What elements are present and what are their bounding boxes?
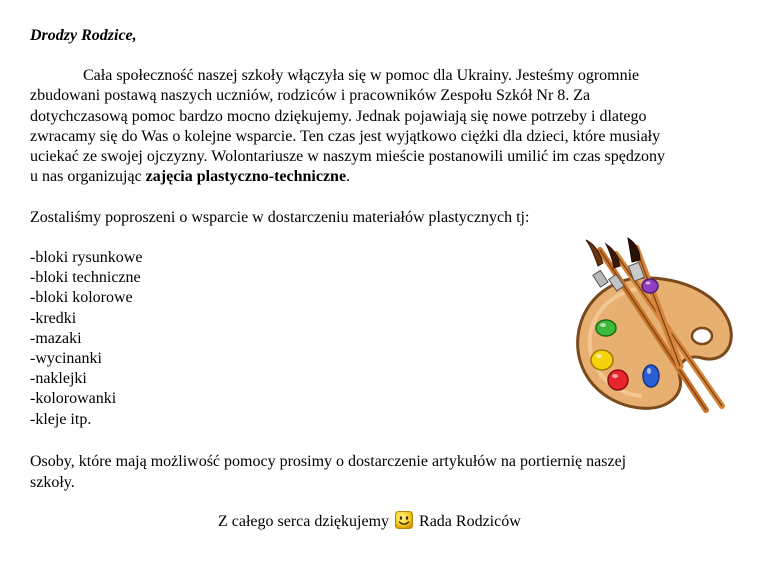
materials-list [30,248,142,430]
paragraph-line: Cała społeczność naszej szkoły włączyła się w pomoc dla Ukrainy. Jesteśmy ogromnie [83,67,640,84]
paragraph-line: zbudowani postawą naszych uczniów, rodziców i pracowników Zespołu Szkół Nr 8. Za [30,87,591,105]
list-item: -bloki kolorowe [30,289,133,307]
list-item: -kolorowanki [30,390,117,408]
thanks-text: Z całego serca dziękujemy [218,513,390,530]
request-intro: Zostaliśmy poproszeni o wsparcie w dostarczeniu materiałów plastycznych tj: [30,209,530,226]
list-item: -naklejki [30,370,87,388]
signoff [218,511,521,535]
paragraph-line-last [30,167,730,187]
closing-line: szkoły. [30,473,75,491]
closing-line: Osoby, które mają możliwość pomocy prosimy o dostarczenie artykułów na portiernię naszej [30,453,627,470]
greeting: Drodzy Rodzice, [30,27,137,44]
paint-palette-icon [556,236,746,426]
list-item: -mazaki [30,329,82,347]
paragraph-line: zwracamy się do Was o kolejne wsparcie. Ten czas jest wyjątkowo ciężki dla dzieci, które musiały [30,127,661,145]
paragraph-line: dotychczasową pomoc bardzo mocno dziękujemy. Jednak pojawiają się nowe potrzeby i dlatego [30,107,647,125]
list-item: -bloki techniczne [30,269,141,287]
paragraph-period: . [346,168,351,186]
closing-paragraph [30,452,626,493]
list-item: -wycinanki [30,350,102,368]
intro-paragraph [30,66,730,188]
smiley-icon [395,511,413,535]
list-item: -kredki [30,309,77,327]
list-item: -bloki rysunkowe [30,249,143,266]
paragraph-text: u nas organizując [30,168,146,186]
paragraph-line: uciekać ze swojej ojczyzny. Wolontariusze w naszym mieście postanowili umilić im czas spędzony [30,148,665,166]
emphasis-workshops: zajęcia plastyczno-techniczne [145,168,347,186]
signature: Rada Rodziców [419,513,521,530]
list-item: -kleje itp. [30,410,92,428]
